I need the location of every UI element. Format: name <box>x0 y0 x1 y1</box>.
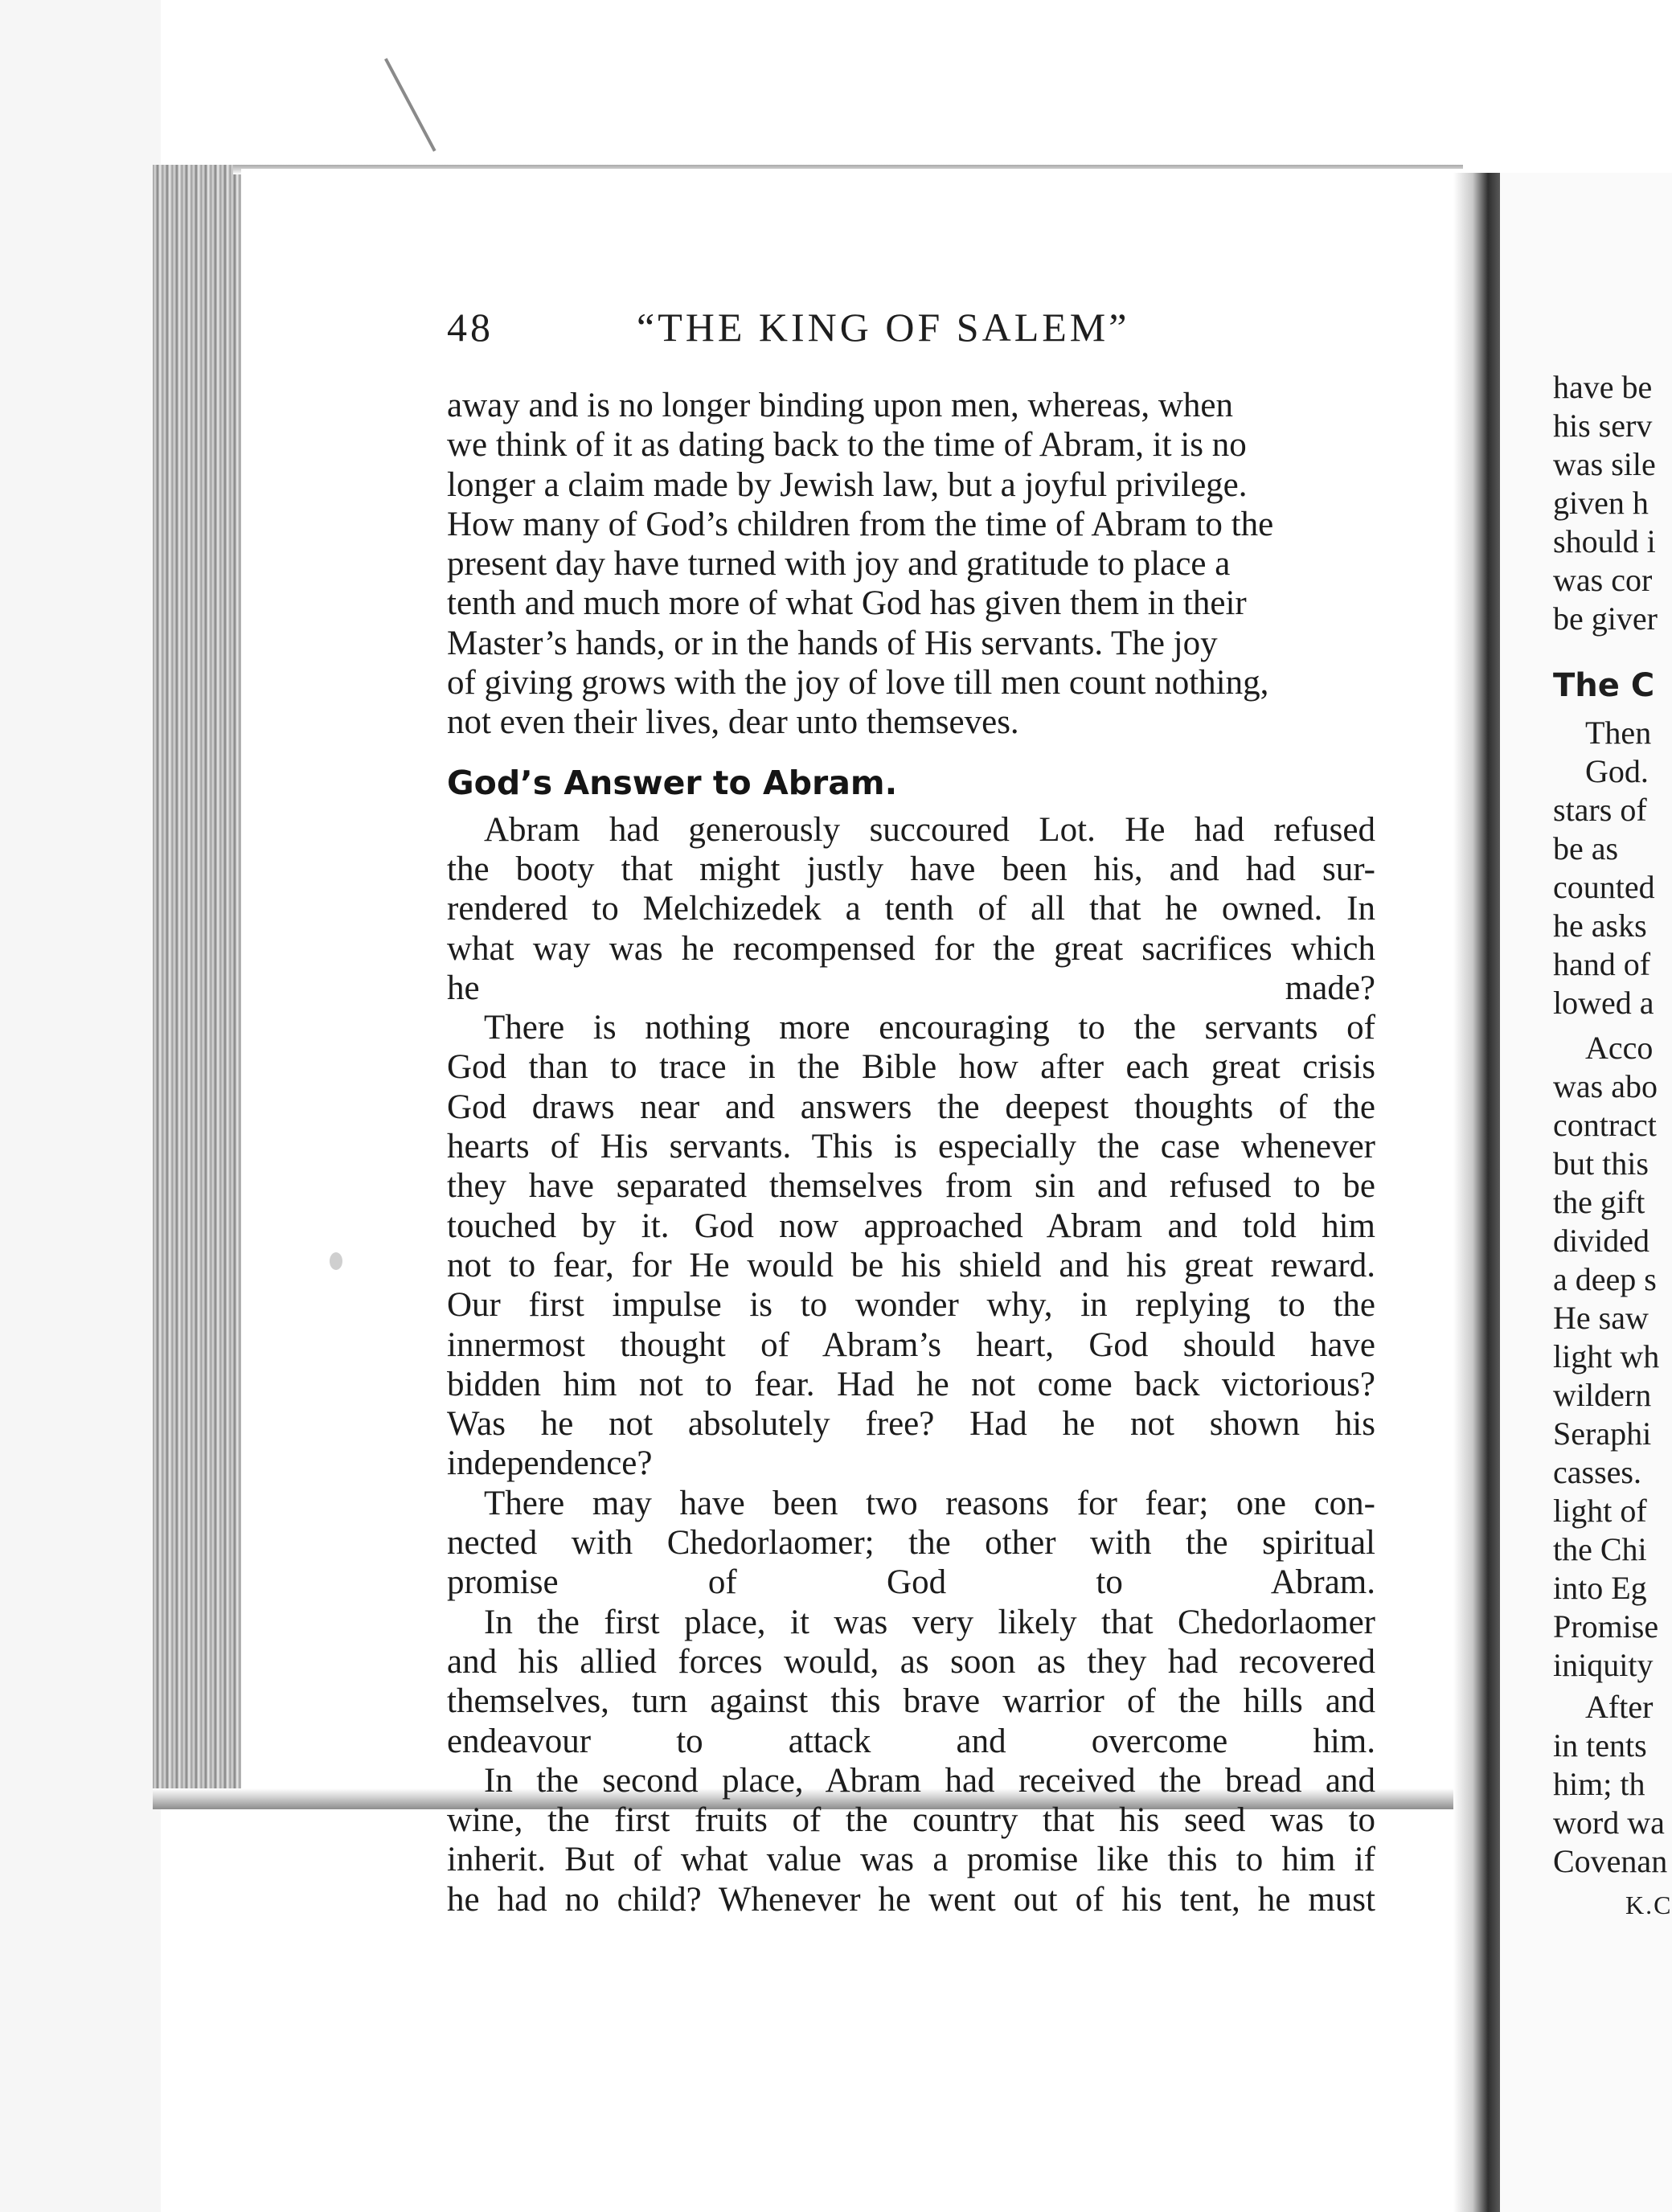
text-line: what way was he recompensed for the great sacrifices which <box>447 929 1375 968</box>
right-page-line: light wh <box>1553 1338 1660 1374</box>
text-line: touched by it. God now approached Abram and told him <box>447 1206 1375 1245</box>
right-page-line: he asks <box>1553 907 1647 944</box>
text-line: he made? <box>447 969 1375 1007</box>
right-page-line: He saw <box>1553 1300 1649 1336</box>
right-page-line: light of <box>1553 1493 1647 1529</box>
text-line: Abram had generously succoured Lot. He had refused <box>484 810 1375 849</box>
text-line: rendered to Melchizedek a tenth of all that he owned. In <box>447 890 1375 928</box>
right-page-line: was cor <box>1553 562 1653 598</box>
text-line: In the second place, Abram had received the bread and <box>484 1761 1375 1800</box>
right-page-line: lowed a <box>1553 985 1654 1021</box>
text-line: wine, the first fruits of the country that his seed was to <box>447 1801 1375 1840</box>
right-page-line: divided <box>1553 1223 1649 1259</box>
text-line: independence? <box>447 1444 653 1483</box>
right-page-line: contract <box>1553 1107 1657 1143</box>
text-line: Master’s hands, or in the hands of His servants. The joy <box>447 624 1218 662</box>
paragraph-2 <box>447 1008 1375 1484</box>
right-page-line: his serv <box>1553 408 1653 444</box>
right-page-line: Seraphi <box>1553 1415 1652 1452</box>
text-line: longer a claim made by Jewish law, but a joyful privilege. <box>447 465 1248 504</box>
right-page-line: counted <box>1553 869 1655 905</box>
section-heading: God’s Answer to Abram. <box>447 763 898 802</box>
text-line: Our first impulse is to wonder why, in replying to the <box>447 1286 1375 1325</box>
right-page-line: be giver <box>1553 600 1658 637</box>
right-page-line: Acco <box>1585 1030 1654 1066</box>
text-line: tenth and much more of what God has given them in their <box>447 584 1247 623</box>
text-line: endeavour to attack and overcome him. <box>447 1722 1375 1760</box>
right-page-line: iniquity <box>1553 1647 1654 1683</box>
text-line: he had no child? Whenever he went out of his tent, he must <box>447 1880 1375 1919</box>
text-line: How many of God’s children from the time of Abram to the <box>447 505 1274 543</box>
right-page-line: the Chi <box>1553 1531 1647 1567</box>
paragraph-intro <box>447 386 1375 743</box>
text-line: In the first place, it was very likely that Chedorlaomer <box>484 1603 1375 1641</box>
page-number: 48 <box>447 305 494 350</box>
right-page-line: Promise <box>1553 1608 1659 1645</box>
right-page-line: in tents <box>1553 1727 1647 1763</box>
right-page-line: was abo <box>1553 1068 1658 1104</box>
right-page-line: have be <box>1553 369 1653 405</box>
text-line: nected with Chedorlaomer; the other with the spiritual <box>447 1524 1375 1563</box>
right-page-line: stars of <box>1553 792 1647 828</box>
text-line: the booty that might justly have been his, and had sur <box>447 850 1364 888</box>
right-page-line: was sile <box>1553 446 1656 482</box>
book-gutter <box>1453 173 1502 2212</box>
text-line: of giving grows with the joy of love till men count nothing, <box>447 664 1269 703</box>
text-line: we think of it as dating back to the time of Abram, it is no <box>447 426 1247 465</box>
text-line: not even their lives, dear unto themseves. <box>447 703 1019 742</box>
right-page-line: into Eg <box>1553 1570 1647 1606</box>
text-line: God than to trace in the Bible how after each great crisis <box>447 1048 1375 1087</box>
text-line: themselves, turn against this brave warrior of the hills and <box>447 1682 1375 1721</box>
right-page-line: God. <box>1585 753 1649 789</box>
text-line: bidden him not to fear. Had he not come back victorious? <box>447 1365 1375 1403</box>
right-page-line: The C <box>1553 667 1655 704</box>
text-line: innermost thought of Abram’s heart, God should have <box>447 1325 1375 1364</box>
running-head <box>447 304 1371 352</box>
text-line: Was he not absolutely free? Had he not shown his <box>447 1405 1375 1444</box>
hyphen: - <box>1363 850 1375 888</box>
book-page-edges <box>153 165 249 1804</box>
right-page-line: wildern <box>1553 1377 1652 1413</box>
right-page-line: casses. <box>1553 1454 1641 1490</box>
paragraph-4 <box>447 1603 1375 1761</box>
ink-blot <box>330 1252 342 1270</box>
scan-background <box>0 0 161 2212</box>
right-page-line: be as <box>1553 830 1619 866</box>
right-page-line: but this <box>1553 1145 1649 1182</box>
text-line: not to fear, for He would be his shield and his great reward. <box>447 1246 1375 1284</box>
paragraph-3 <box>447 1484 1375 1603</box>
right-page-line: K.C <box>1625 1890 1672 1919</box>
right-page-line: a deep s <box>1553 1261 1657 1297</box>
text-line: There may have been two reasons for fear; one con <box>484 1484 1364 1522</box>
running-title: “THE KING OF SALEM” <box>637 305 1130 350</box>
paragraph-5 <box>447 1761 1375 1919</box>
scan-scratch <box>384 58 436 152</box>
text-line: away and is no longer binding upon men, whereas, when <box>447 387 1234 424</box>
right-page-line: the gift <box>1553 1184 1645 1220</box>
text-line: present day have turned with joy and gratitude to place a <box>447 545 1231 584</box>
text-line: There is nothing more encouraging to the servants of <box>484 1009 1375 1047</box>
right-page-line: him; th <box>1553 1766 1645 1802</box>
text-line: promise of God to Abram. <box>447 1563 1375 1602</box>
left-page-body <box>447 386 1375 1919</box>
text-line: and his allied forces would, as soon as they had recovered <box>447 1642 1375 1681</box>
right-page-line: Covenan <box>1553 1843 1668 1879</box>
text-line: they have separated themselves from sin and refused to be <box>447 1167 1375 1206</box>
right-page-line: word wa <box>1553 1804 1665 1841</box>
right-page-line: After <box>1585 1689 1654 1725</box>
text-line: hearts of His servants. This is especially the case whenever <box>447 1128 1375 1166</box>
text-line: God draws near and answers the deepest thoughts of the <box>447 1088 1375 1126</box>
text-line: inherit. But of what value was a promise like this to him if <box>447 1841 1375 1879</box>
right-page-line: Then <box>1585 715 1652 751</box>
paragraph-1 <box>447 810 1375 1008</box>
right-page-line: given h <box>1553 485 1649 521</box>
right-page-line: hand of <box>1553 946 1651 982</box>
right-page-line: should i <box>1553 523 1656 559</box>
hyphen: - <box>1363 1484 1375 1522</box>
